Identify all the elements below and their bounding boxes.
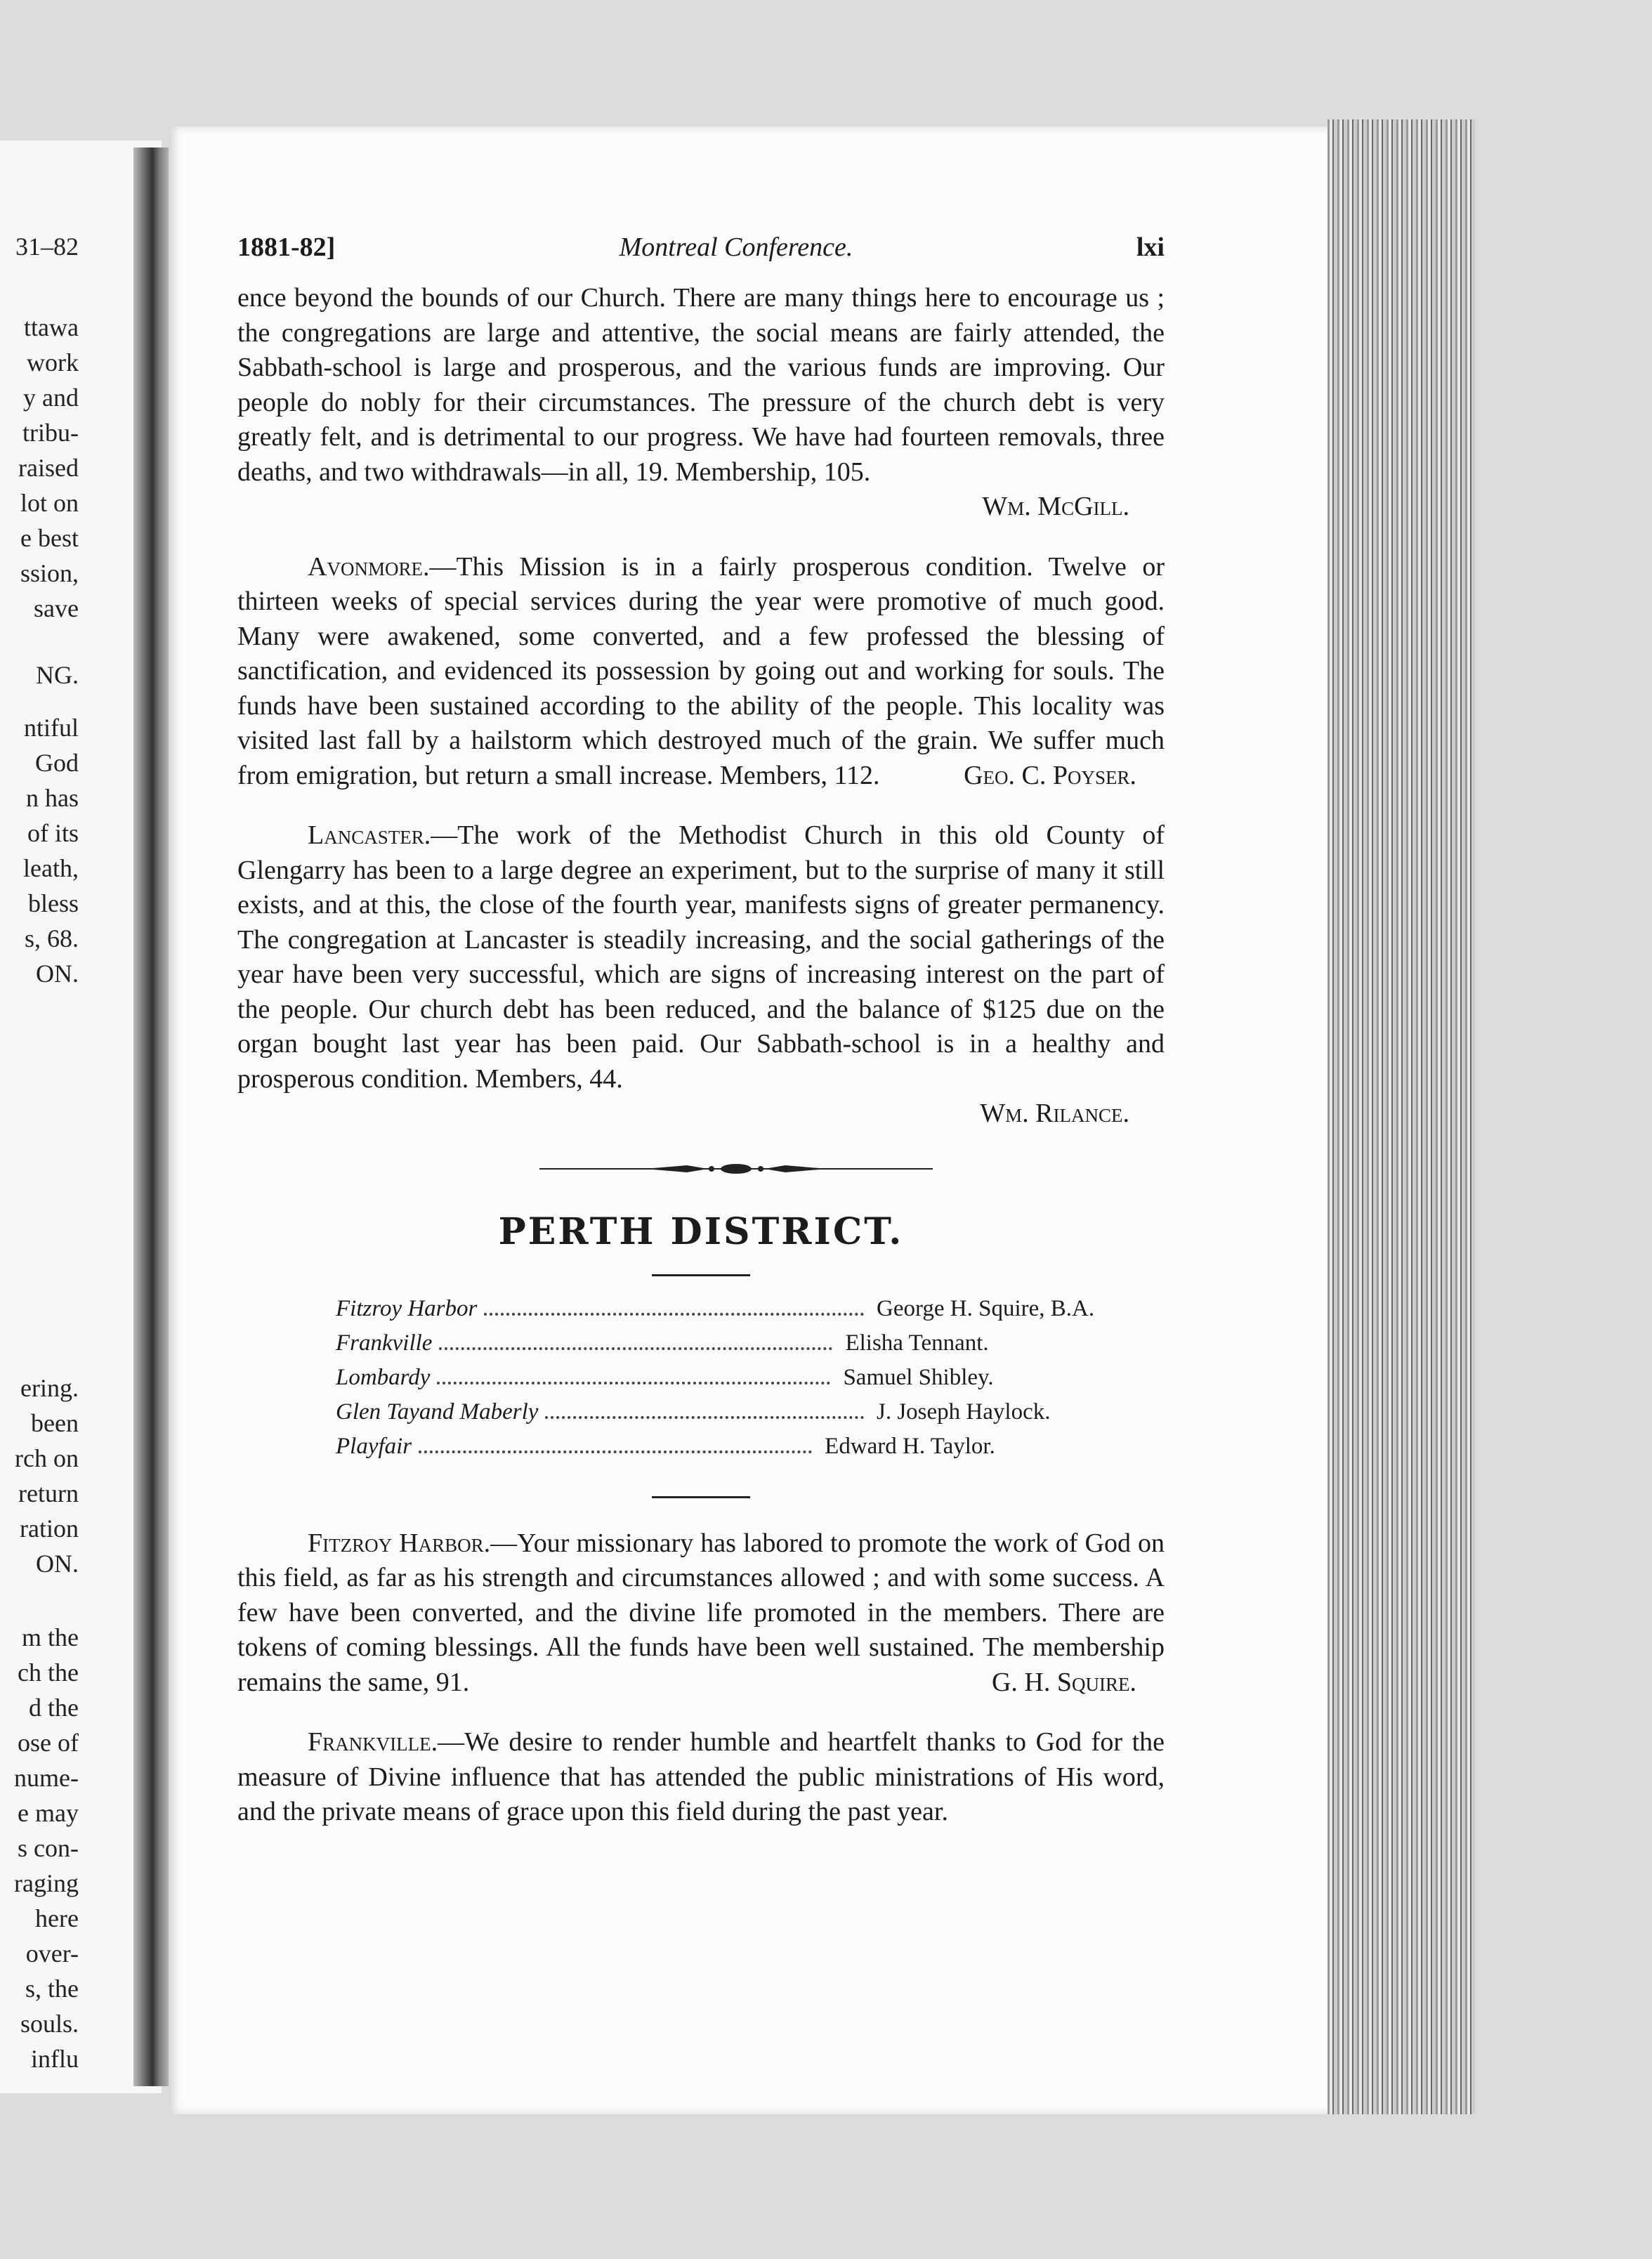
section-heading: Lancaster. [308, 820, 431, 850]
left-page-text-fragment: rch on [15, 1444, 79, 1472]
running-title: Montreal Conference. [619, 233, 853, 262]
left-page-text-fragment: e may [18, 1799, 79, 1827]
left-page-text-fragment: ntiful [24, 714, 79, 742]
left-page-text-fragment: s, the [25, 1975, 79, 2003]
paragraph-text: ence beyond the bounds of our Church. There are many things here to encourage us ; the congregations are large and attentive, the social means are fairly attended, the Sabbath-school is large and prosperous, and the various funds are improving. Our people do nobly for their circumstances. The pressure of the church debt is very greatly felt, and is detrimental to our progress. We have had fourteen removals, three deaths, and two withdrawals—in all, 19. Membership, 105. [237, 283, 1165, 487]
running-head [237, 232, 1235, 281]
appointment-minister: George H. Squire, B.A. [877, 1295, 1095, 1321]
appointment-minister: Edward H. Taylor. [825, 1433, 995, 1459]
section-heading: Avonmore. [308, 551, 430, 582]
left-page-text-fragment: tribu- [22, 419, 79, 447]
left-page-text-fragment: n has [26, 784, 79, 812]
dot-leader [419, 1451, 812, 1453]
left-page-text-fragment: NG. [36, 661, 79, 689]
dot-leader [437, 1382, 830, 1384]
left-page-text-fragment: d the [29, 1694, 79, 1722]
left-page-text-fragment: save [34, 594, 79, 622]
appointment-minister: J. Joseph Haylock. [877, 1399, 1051, 1425]
left-page-text-fragment: work [27, 348, 79, 376]
dot-leader [545, 1416, 864, 1419]
district-title: PERTH DISTRICT. [498, 1210, 904, 1253]
left-page-text-fragment: of its [27, 819, 79, 847]
page-edges [1328, 119, 1475, 2114]
paragraph-frankville [237, 1725, 1165, 1830]
paragraph-fitzroy-harbor [237, 1526, 1165, 1701]
section-heading: Frankville. [308, 1727, 438, 1757]
left-page-text-fragment: ering. [20, 1374, 79, 1402]
left-page-text-fragment: ON. [36, 1550, 79, 1578]
left-page-text-fragment: raised [18, 454, 79, 482]
left-page-text-fragment: y and [23, 384, 79, 412]
left-page-text-fragment: here [35, 1904, 79, 1932]
appointment-minister: Elisha Tennant. [845, 1330, 989, 1356]
dot-leader [484, 1313, 864, 1316]
appointment-place: Lombardy [336, 1364, 431, 1390]
left-page-text-fragment: return [18, 1479, 79, 1507]
page-content [237, 232, 1235, 1830]
left-page-text-fragment: ch the [18, 1658, 79, 1687]
left-page-text-fragment: ose of [18, 1729, 79, 1757]
signature: Wm. Rilance. [980, 1099, 1129, 1128]
paragraph-text: —The work of the Methodist Church in this old County of Glengarry has been to a large degree an experiment, but to the surprise of many it still exists, and at this, the close of the fourth year, manifests signs of greater permanency. The congregation at Lancaster is steadily increasing, and the social gatherings of the year have been very successful, which are signs of increasing interest on the part of the people. Our church debt has been reduced, and the balance of $125 due on the organ bought last year has been paid. Our Sabbath-school is in a healthy and prosperous condition. Members, 44. [237, 820, 1165, 1094]
left-page-text-fragment: 31–82 [15, 233, 79, 261]
left-page-text-fragment: e best [20, 524, 79, 552]
left-page-text-fragment: over- [25, 1939, 79, 1967]
left-page-text-fragment: ssion, [20, 559, 79, 587]
left-page-text-fragment: God [35, 749, 79, 777]
appointment-place: Fitzroy Harbor [336, 1295, 478, 1321]
signature: G. H. Squire. [991, 1667, 1136, 1697]
divider-rule [652, 1496, 750, 1498]
appointments-list [336, 1296, 1179, 1468]
appointment-row [336, 1330, 1179, 1365]
left-page-text-fragment: leath, [23, 854, 79, 882]
signature: Geo. C. Poyser. [964, 760, 1136, 790]
appointment-row [336, 1296, 1179, 1330]
appointment-minister: Samuel Shibley. [843, 1364, 994, 1390]
page-year-range: 1881-82] [237, 233, 336, 262]
left-page-text-fragment: ON. [36, 960, 79, 988]
dot-leader [439, 1347, 832, 1350]
left-page-text-fragment: souls. [20, 2010, 79, 2038]
left-page-text-fragment: lot on [20, 489, 79, 517]
appointment-row [336, 1399, 1179, 1434]
section-heading: Fitzroy Harbor. [308, 1528, 491, 1558]
left-page-text-fragment: ttawa [24, 313, 79, 341]
paragraph-text: —This Mission is in a fairly prosperous condition. Twelve or thirteen weeks of special services during the year were promotive of much good. Many were awakened, some converted, and a few professed the blessing of sanctification, and evidenced its possession by going out and working for souls. The funds have been sustained according to the ability of the people. This locality was visited last fall by a hailstorm which destroyed much of the grain. We suffer much from emigration, but return a small increase. Members, 112. [237, 551, 1165, 790]
ornamental-divider [539, 1158, 933, 1179]
appointment-place: Playfair [336, 1433, 412, 1459]
left-page-text-fragment: nume- [14, 1764, 79, 1792]
paragraph-text: —Your missionary has labored to promote the work of God on this field, as far as his strength and circumstances allowed ; and with some success. A few have been converted, and the divine life promoted in the members. There are tokens of coming blessings. All the funds have been well sustained. The membership remains the same, 91. [237, 1528, 1165, 1697]
paragraph-continuation [237, 281, 1165, 490]
appointment-place: Frankville [336, 1330, 433, 1356]
appointment-place: Glen Tayand Maberly [336, 1399, 539, 1425]
left-page-text-fragment: influ [31, 2045, 79, 2073]
divider-rule [652, 1274, 750, 1276]
left-page-text-fragment: been [31, 1409, 79, 1437]
left-page-text-fragment: s, 68. [24, 924, 79, 952]
paragraph-avonmore [237, 550, 1165, 794]
page-number: lxi [1136, 233, 1165, 262]
paragraph-lancaster [237, 818, 1165, 1096]
left-page-text-fragment: bless [28, 889, 79, 917]
signature: Wm. McGill. [982, 492, 1129, 521]
left-page-text-fragment: s con- [18, 1834, 79, 1862]
appointment-row [336, 1365, 1179, 1399]
paragraph-text: —We desire to render humble and heartfelt thanks to God for the measure of Divine influence that has attended the public ministrations of His word, and the private means of grace upon this field during the past year. [237, 1727, 1165, 1826]
left-page-text-fragment: raging [14, 1869, 79, 1897]
appointment-row [336, 1434, 1179, 1468]
left-page-text-fragment: m the [22, 1623, 79, 1651]
left-page-text-fragment: ration [20, 1514, 79, 1543]
